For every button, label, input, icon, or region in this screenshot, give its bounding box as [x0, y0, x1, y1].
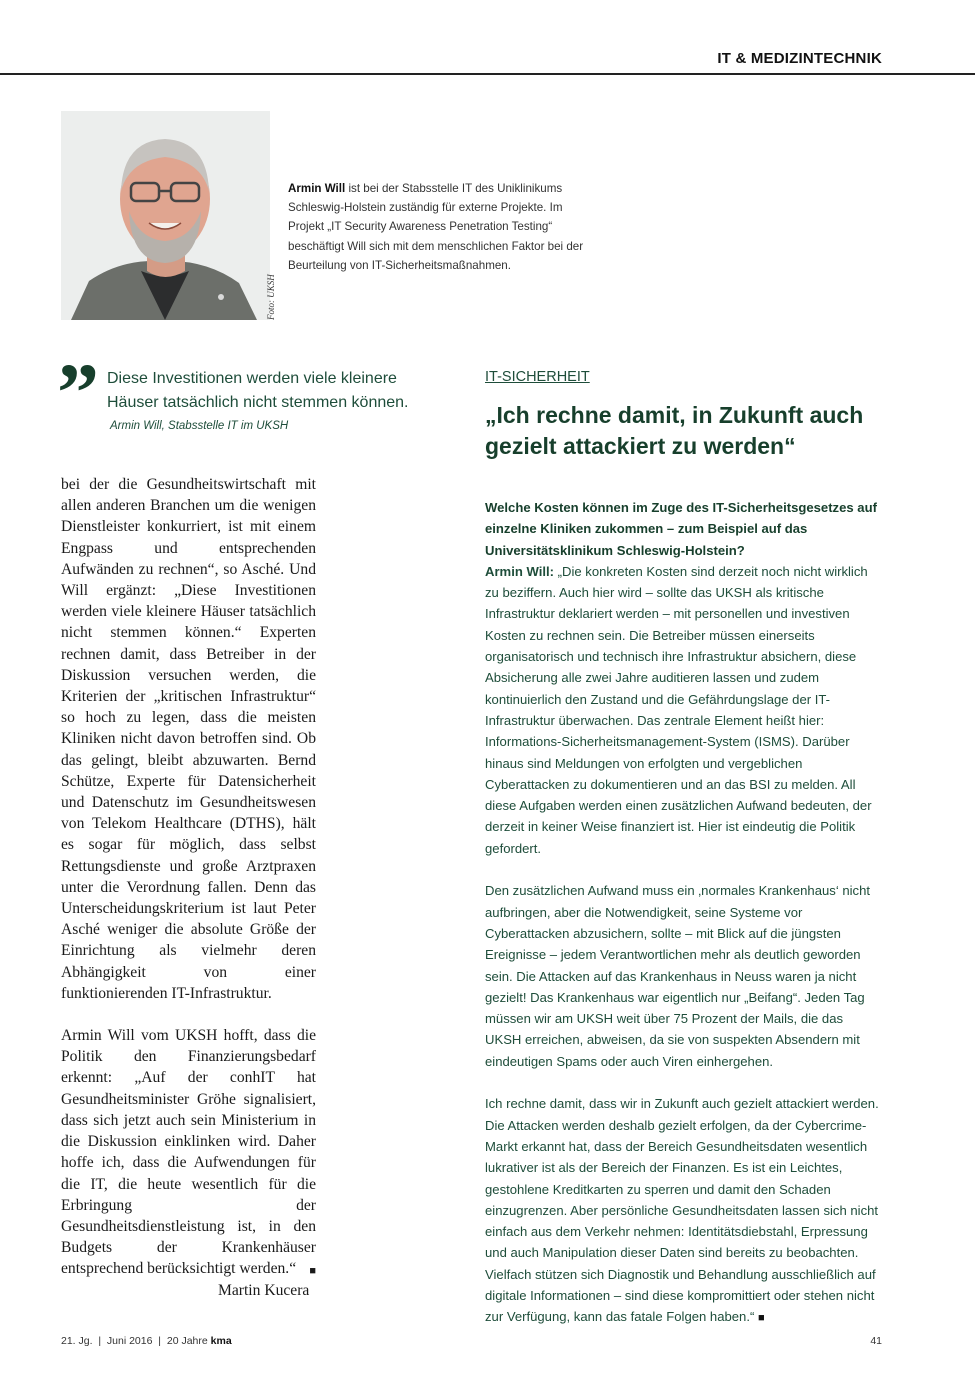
- page-number: 41: [870, 1335, 882, 1347]
- portrait-photo: [61, 111, 270, 320]
- answer-text: Ich rechne damit, dass wir in Zukunft auch gezielt attackiert werden. Die Attacken werden deshalb gezielt erfolgen, da der Cybercrime-Markt erkannt hat, dass der Bereich Gesundheitsdaten wesentlich lukrativer ist als der Bereich der Finanzen. Es ist ein Leichtes, gestohlene Kreditkarten zu sperren und damit den Schaden einzugrenzen. Aber persönliche Gesundheitsdaten lassen sich nicht einfach aus dem Verkehr nehmen: Identitätsdiebstahl, Erpressung und auch Manipulation dieser Daten sind bereits zu beobachten. Vielfach stützen sich Diagnostik und Behandlung ausschließlich auf digitale Informationen – sind diese kompromittiert oder stehen nicht zur Verfügung, kann das fatale Folgen haben.“: [485, 1096, 879, 1325]
- interview-question: Welche Kosten können im Zuge des IT-Sicherheitsgesetzes auf einzelne Kliniken zukommen – zum Beispiel auf das Universitätsklinikum Schleswig-Holstein?: [485, 500, 877, 558]
- author-name: Martin Kucera: [217, 1281, 310, 1299]
- footer-issue: [61, 1335, 232, 1347]
- interview-answer: [485, 561, 883, 859]
- article-headline: „Ich rechne damit, in Zukunft auch gezielt attackiert zu werden“: [485, 402, 864, 459]
- end-mark-icon: ■: [309, 1265, 316, 1278]
- left-column-body: [61, 474, 316, 1301]
- interview-answer: Den zusätzlichen Aufwand muss ein ‚normales Krankenhaus‘ nicht aufbringen, aber die Notwendigkeit, seine Systeme vor Cyberattacken abzusichern, sollte – mit Blick auf die jüngsten Ereignisse – jedem Verantwortlichen mehr als deutlich geworden sein. Die Attacken auf das Krankenhaus in Neuss waren ja nicht gezielt! Das Krankenhaus war eigentlich nur „Beifang“. Jeden Tag müssen wir am UKSH weit über 75 Prozent der Mails, die das UKSH erreichen, abweisen, da sie von suspekten Absendern mit eindeutigen Spams oder auch Viren einhergehen.: [485, 883, 871, 1069]
- answer-text: „Die konkreten Kosten sind derzeit noch nicht wirklich zu beziffern. Auch hier wird – sollte das UKSH als kritische Infrastruktur deklariert werden – mit personellen und investiven Kosten zu rechnen sein. Die Betreiber müssen einerseits organisatorisch und technisch ihre Infrastruktur absichern, diese Absicherung alle zwei Jahre auditieren lassen und zudem kontinuierlich den Zustand und die Gefährdungslage der IT-Infrastruktur überwachen. Das zentrale Element heißt hier: Informations-Sicherheitsmanagement-System (ISMS). Darüber hinaus sind Meldungen von erfolgten und vergeblichen Cyberattacken zu dokumentieren und an das BSI zu melden. All diese Aufgaben werden einen zusätzlichen Aufwand bedeuten, der derzeit in keiner Weise finanziert ist. Hier ist eindeutig die Politik gefordert.: [485, 563, 872, 856]
- caption-name: Armin Will: [288, 182, 346, 195]
- body-paragraph: bei der die Gesundheitswirtschaft mit allen anderen Branchen um die wenigen Dienstleister konkurriert, ist mit einem Engpass und entsprechenden Aufwänden zu rechnen“, so Asché. Und Will ergänzt: „Diese Investitionen werden viele kleinere Häuser tatsächlich nicht stemmen können.“ Experten rechnen damit, dass Betreiber in der Diskussion versuchen werden, die Kriterien der „kritischen Infrastruktur“ so hoch zu legen, dass die meisten Kliniken nicht davon betroffen sind. Ob das gelingt, bleibt abzuwarten. Bernd Schütze, Experte für Datensicherheit und Datenschutz im Gesundheitswesen von Telekom Healthcare (DTHS), hält es sogar für möglich, dass selbst Rettungsdienste und große Arztpraxen unter die Verordnung fallen. Denn das Unterscheidungskriterium ist laut Peter Asché weniger die absolute Größe der Einrichtung als vielmehr deren Abhängigkeit von einer funktionierenden IT-Infrastruktur.: [61, 476, 316, 1002]
- photo-credit: Foto: UKSH: [266, 274, 276, 320]
- interview-answer: [485, 1093, 883, 1329]
- magazine-logo: kma: [210, 1335, 232, 1347]
- caption-text: ist bei der Stabsstelle IT des Uniklinikums Schleswig-Holstein zuständig für externe Projekte. Im Projekt „IT Security Awareness Penetration Testing“ beschäftigt Will sich mit dem menschlichen Faktor bei der Beurteilung von IT-Sicherheitsmaßnahmen.: [288, 182, 584, 272]
- header-divider: [0, 73, 975, 75]
- body-paragraph-text: Armin Will vom UKSH hofft, dass die Politik den Finanzierungsbedarf erkennt: „Auf der conhIT hat Gesundheitsminister Gröhe signalisiert, dass sich jetzt auch sein Ministerium in die Diskussion einklinken wird. Daher hoffe ich, dass die Aufwendungen für die IT, die heute wesentlich für die Erbringung der Gesundheitsdienstleistung ist, in den Budgets der Krankenhäuser entsprechend berücksichtigt werden.“: [61, 1027, 316, 1278]
- photo-caption: [288, 179, 598, 275]
- pullquote-attribution: Armin Will, Stabsstelle IT im UKSH: [110, 420, 289, 432]
- interview-body: [485, 497, 883, 1351]
- end-mark-icon: ■: [757, 1312, 765, 1325]
- answer-speaker: Armin Will:: [485, 563, 554, 579]
- footer-issue-text: 21. Jg. | Juni 2016 | 20 Jahre: [61, 1335, 211, 1347]
- pullquote-text: Diese Investitionen werden viele kleinere Häuser tatsächlich nicht stemmen können.: [107, 370, 409, 411]
- body-paragraph: [61, 1025, 316, 1279]
- article-kicker: IT-SICHERHEIT: [485, 369, 590, 385]
- quote-mark-icon: ”: [57, 347, 99, 440]
- section-title: IT & MEDIZINTECHNIK: [717, 50, 882, 67]
